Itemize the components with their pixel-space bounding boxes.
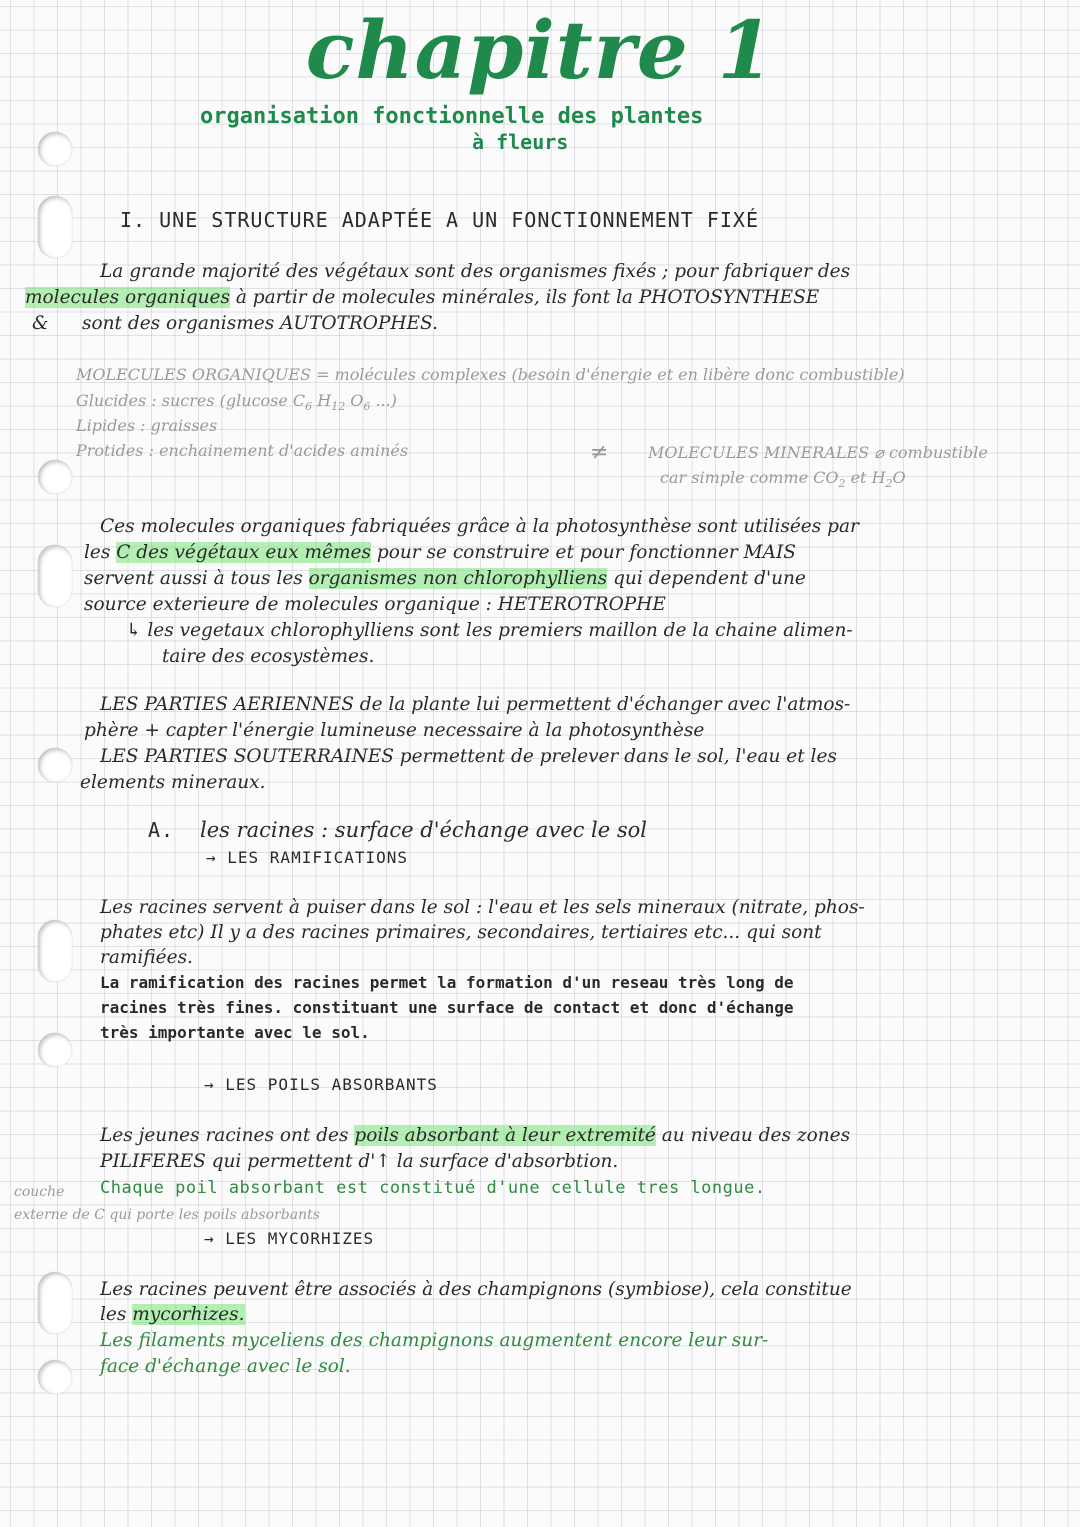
- highlight: organismes non chlorophylliens: [308, 568, 608, 589]
- paragraph-line: molecules organiques à partir de molecules minérales, ils font la PHOTOSYNTHESE: [25, 287, 820, 308]
- paragraph-line: racines très fines. constituant une surface de contact et donc d'échange: [100, 998, 794, 1017]
- paragraph-line: phates etc) Il y a des racines primaires, secondaires, tertiaires etc... qui sont: [100, 922, 822, 943]
- paragraph-line: les mycorhizes.: [100, 1304, 245, 1325]
- paragraph-line: sont des organismes AUTOTROPHES.: [82, 313, 438, 334]
- binder-hole-1: [38, 132, 72, 166]
- paragraph-line: très importante avec le sol.: [100, 1023, 370, 1042]
- paragraph-line: Chaque poil absorbant est constitué d'une cellule tres longue.: [100, 1178, 766, 1198]
- binder-hole-3: [38, 748, 72, 782]
- binder-hole-5: [38, 1360, 72, 1394]
- highlight: molecules organiques: [25, 287, 230, 308]
- page-subtitle: organisation fonctionnelle des plantes: [200, 104, 704, 129]
- highlight: mycorhizes.: [132, 1304, 245, 1325]
- paragraph-line: les C des végétaux eux mêmes pour se construire et pour fonctionner MAIS: [84, 542, 796, 563]
- paragraph-line: La ramification des racines permet la formation d'un reseau très long de: [100, 973, 794, 992]
- definition-line: Protides : enchainement d'acides aminés: [76, 441, 409, 460]
- paragraph-line: Ces molecules organiques fabriquées grâce à la photosynthèse sont utilisées par: [100, 516, 859, 537]
- definition-line: MOLECULES MINERALES ⌀ combustible: [648, 443, 988, 462]
- page-subtitle-continued: à fleurs: [472, 130, 569, 154]
- margin-note: &: [32, 313, 49, 334]
- paragraph-line: PILIFERES qui permettent d'↑ la surface d'absorbtion.: [100, 1151, 619, 1172]
- section-heading: I. UNE STRUCTURE ADAPTÉE A UN FONCTIONNEMENT FIXÉ: [120, 208, 760, 232]
- paragraph-line: ramifiées.: [100, 947, 193, 968]
- subheading: → LES RAMIFICATIONS: [206, 848, 409, 867]
- paragraph-line: face d'échange avec le sol.: [100, 1356, 351, 1377]
- paragraph-line: source exterieure de molecules organique : HETEROTROPHE: [84, 594, 666, 615]
- margin-note: externe de C qui porte les poils absorbants: [14, 1207, 320, 1223]
- paragraph-line: La grande majorité des végétaux sont des organismes fixés ; pour fabriquer des: [100, 261, 851, 282]
- binder-slot-1: [38, 196, 72, 258]
- binder-hole-2: [38, 460, 72, 494]
- paragraph-line: Les filaments myceliens des champignons augmentent encore leur sur-: [100, 1330, 769, 1351]
- margin-note: couche: [14, 1184, 65, 1200]
- definition-line: car simple comme $CO_2$ et $H_2O$: [660, 468, 906, 490]
- paragraph-line: Les racines peuvent être associés à des champignons (symbiose), cela constitue: [100, 1279, 852, 1300]
- binder-slot-2: [38, 545, 72, 607]
- subsection-letter: A.: [148, 818, 175, 842]
- paragraph-line: Les racines servent à puiser dans le sol : l'eau et les sels mineraux (nitrate, phos-: [100, 897, 865, 918]
- paragraph-line: LES PARTIES AERIENNES de la plante lui permettent d'échanger avec l'atmos-: [100, 694, 851, 715]
- definition-line: Glucides : sucres (glucose $C_6$ $H_{12}$ $O_6$ ...): [76, 391, 398, 413]
- paragraph-line: elements mineraux.: [80, 772, 266, 793]
- paragraph-line: phère + capter l'énergie lumineuse necessaire à la photosynthèse: [84, 720, 705, 741]
- binder-slot-3: [38, 920, 72, 982]
- subheading: → LES MYCORHIZES: [204, 1229, 375, 1248]
- definition-line: Lipides : graisses: [76, 416, 218, 435]
- subheading: → LES POILS ABSORBANTS: [204, 1075, 438, 1094]
- paragraph-line: taire des ecosystèmes.: [162, 646, 375, 667]
- definition-line: MOLECULES ORGANIQUES = molécules complexes (besoin d'énergie et en libère donc combustible): [76, 365, 905, 384]
- page-title: chapitre 1: [305, 3, 775, 97]
- paragraph-line: LES PARTIES SOUTERRAINES permettent de prelever dans le sol, l'eau et les: [100, 746, 837, 767]
- highlight: C des végétaux eux mêmes: [116, 542, 371, 563]
- highlight: poils absorbant à leur extremité: [354, 1125, 656, 1146]
- paragraph-line: ↳ les vegetaux chlorophylliens sont les premiers maillon de la chaine alimen-: [126, 620, 853, 641]
- paragraph-line: Les jeunes racines ont des poils absorbant à leur extremité au niveau des zones: [100, 1125, 851, 1146]
- subsection-heading: les racines : surface d'échange avec le sol: [200, 818, 648, 842]
- not-equal-sign: ≠: [590, 440, 609, 465]
- paragraph-line: servent aussi à tous les organismes non chlorophylliens qui dependent d'une: [84, 568, 806, 589]
- binder-hole-4: [38, 1033, 72, 1067]
- binder-slot-4: [38, 1272, 72, 1334]
